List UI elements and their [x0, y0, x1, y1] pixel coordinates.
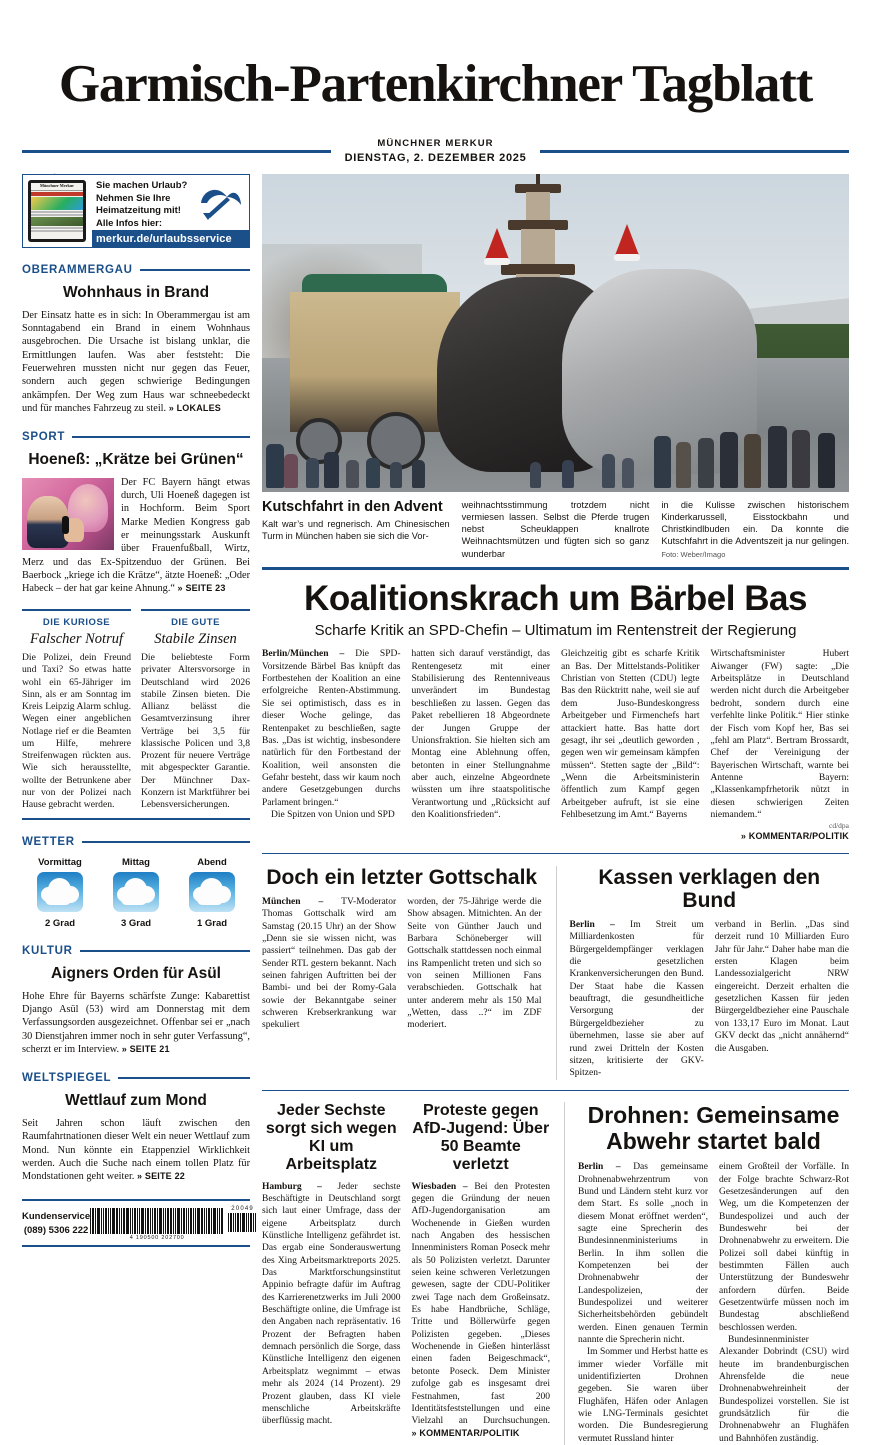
crowd-figure — [744, 434, 761, 488]
customer-service-block — [22, 1199, 254, 1246]
drohnen-dateline: Berlin – — [578, 1162, 621, 1173]
promo-line-4: Alle Infos hier: — [96, 217, 162, 229]
sport-body — [22, 476, 250, 596]
bottom-divider — [262, 1090, 849, 1091]
lead-col-3 — [561, 648, 700, 842]
crowd — [262, 392, 849, 488]
kultur-title[interactable]: Aigners Orden für Asül — [51, 965, 221, 983]
bottom-left-group — [262, 1102, 550, 1445]
drohnen-col-1 — [578, 1161, 708, 1445]
sport-ref[interactable]: » SEITE 23 — [178, 583, 226, 593]
caption-column-2 — [462, 499, 650, 560]
section-kicker: SPORT — [22, 431, 66, 444]
sport-title[interactable]: Hoeneß: „Krätze bei Grünen“ — [28, 451, 244, 469]
crowd-figure — [324, 452, 339, 488]
lead-photo — [262, 174, 849, 492]
weather-slot-name: Vormittag — [38, 857, 82, 869]
section-head-sport — [22, 431, 250, 443]
cloudy-icon — [37, 872, 83, 912]
lead-text-1b: Die Spitzen von Union und SPD — [271, 809, 395, 820]
caption-text-3: in die Kulisse zwischen historischem Kinderkarussell, Eisstockbahn und Christkindlbuden ein. Da konnte die Kutschfahrt in die Adventszeit ja nur gelingen. Foto: Weber/Imago — [661, 500, 850, 559]
lead-headline[interactable]: Koalitionskrach um Bärbel Bas — [304, 578, 807, 618]
crowd-figure — [306, 458, 319, 488]
gute-body: Die beliebteste Form privater Altersvorsorge in Deutschland wird 2026 stabile Zinsen bieten. Die Allianz belässt die Gesamtverzinsung ihrer Verträge bei 3,5 für klassische Policen und 3,8 Prozent für neuere Verträge mit abgespeckter Garantie. Der Münchner Dax-Konzern ist Marktführer bei Lebensversicherungen. — [141, 652, 250, 811]
curiosity-kuriose — [22, 609, 131, 811]
curiosities-row — [22, 609, 250, 811]
kassen-headline[interactable]: Kassen verklagen den Bund — [598, 865, 821, 912]
section-divider — [82, 841, 250, 843]
umbrella-icon — [197, 183, 243, 226]
publisher-label: MÜNCHNER MERKUR — [377, 138, 494, 149]
promo-url[interactable]: merkur.de/urlaubsservice — [92, 230, 249, 248]
curiosities-bottom-rule — [22, 818, 250, 820]
masthead — [22, 0, 849, 170]
ki-text: Jeder sechste Beschäftigte in Deutschland sorgt sich laut einer Umfrage, dass der eigene Arbeitsplatz durch Künstliche Intelligenz gefährdet ist. Das ergab eine Sonderauswertung des Xing Arbeitsmarktreports 2025. Das Marktforschungsinstitut Appinio befragte dafür im Auftrag des Karrierenetzwerks im Juli 2000 Beschäftigte online, die Umfrage ist den Angaben nach repräsentativ. 16 Prozent der Befragten haben demnach persönlich die Sorge, dass Künstliche Intelligenz den eigenen Arbeitsplatz wegnimmt – etwas mehr als 2024 (14 Prozent). 29 Prozent glauben, dass KI viele menschliche Arbeitskräfte überflüssig macht. — [262, 1181, 401, 1427]
sidebar — [22, 174, 254, 1445]
promo-line-1: Sie machen Urlaub? — [96, 180, 188, 191]
weltspiegel-title[interactable]: Wettlauf zum Mond — [65, 1092, 207, 1110]
lead-ref[interactable]: » KOMMENTAR/POLITIK — [711, 831, 850, 843]
lead-text-4a: Wirtschaftsminister Hubert Aiwanger (FW) sagte: „Die Arbeitsplätze in Deutschland werden nicht durch die Arbeitgeber bedroht, sondern durch eine verfehlte linke Politik.“ Hier stinke der Fisch vom Kopf her, Bas sei „fehl am Platz“. Bertram Brossardt, Chef der Vereinigung der Bayerischen Wirtschaft, warnte bei Antenne Bayern: „Klassenkampfrhetorik nützt in diesen schwierigen Zeiten niemandem.“ — [710, 649, 849, 820]
santa-hat-icon — [614, 224, 640, 258]
promo-content — [92, 175, 249, 247]
lead-credit: cd/dpa — [829, 821, 849, 831]
gottschalk-columns — [262, 896, 542, 1032]
gottschalk-dateline: München – — [262, 896, 324, 907]
lead-text-2a: hatten sich darauf verständigt, das Rentengesetz mit einer Stabilisierung des Rentenniveaus unverändert im Bundestag beschließen zu lassen. Gegen das Paket rebellieren 18 Abgeordnete der Jungen Gruppe der Unionsfraktion. Sie hielten sich am Montag eine Ablehnung offen, betonten in einer Stellungnahme aber auch, einzelne Abgeordnete wüssten um ihre staatspolitische Verantwortung und „Rücksicht auf den Koalitionsfrieden“. — [411, 649, 550, 820]
weltspiegel-text: Seit Jahren schon läuft zwischen den Raumfahrtnationen dieser Welt ein neuer Wettlauf zum Mond. Nun könnte ein Etappenziel Wirklichkeit werden. Auch die Suche nach einem tollen Platz für Mondstationen geht weiter. — [22, 1118, 250, 1183]
section-head-weltspiegel — [22, 1072, 250, 1084]
weather-slot-temp: 1 Grad — [196, 918, 228, 930]
lead-text-1a: Die SPD-Vorsitzende Bärbel Bas knüpft das Fortbestehen der Koalition an eine erfolgreiche Renten-Abstimmung. Sie sei optimistisch, dass es in dieser Woche gelinge, das Rentenpaket zu beschließen, sagte Bas. „Das ist wichtig, insbesondere natürlich für den Fortbestand der Koalition, weil ansonsten die Gefahr besteht, dass wir kaum noch andere Gesetzgebungen durchs Parlament bringen.“ — [262, 649, 401, 808]
weather-slot — [29, 857, 91, 929]
afd-story — [412, 1102, 551, 1440]
weather-strip — [22, 857, 250, 929]
crowd-figure — [622, 458, 634, 488]
crowd-figure — [412, 460, 425, 488]
gute-title[interactable]: Stabile Zinsen — [154, 631, 237, 647]
section-head-oberammergau — [22, 264, 250, 276]
afd-text: Bei den Protesten gegen die Gründung der neuen AfD-Jugendorganisation am Wochenende in Gießen wurden nach Angaben des hessischen Innenministers Roman Poseck mehr als 50 Polizisten verletzt. Darunter seien keine schweren Verletzungen gewesen, sagte der CDU-Politiker zwei Tage nach dem Großeinsatz. Es habe Handbrüche, Schläge, Tritte und Böllerwürfe gegen Polizisten gegeben. „Dieses Wochenende in Gießen hinterlässt einen faden Beigeschmack“, betonte Poseck. Dem Minister zufolge gab es insgesamt drei Festnahmen, fast 200 Identitätsfeststellungen und eine Vielzahl an Durchsuchungen. — [411, 1181, 551, 1427]
mid-divider — [262, 853, 849, 854]
ki-dateline: Hamburg – — [262, 1181, 322, 1192]
cloudy-icon — [113, 872, 159, 912]
drohnen-columns — [578, 1161, 849, 1445]
crowd-figure — [654, 436, 671, 488]
lead-col-2 — [412, 648, 551, 842]
ki-body — [262, 1181, 401, 1428]
crowd-figure — [818, 433, 835, 488]
kuriose-kicker: DIE KURIOSE — [42, 617, 111, 628]
bottom-left-columns — [262, 1102, 550, 1440]
weather-slot-name: Abend — [197, 857, 227, 869]
oberammergau-body — [22, 309, 250, 415]
masthead-center — [331, 138, 541, 164]
section-head-wetter — [22, 836, 250, 848]
photo-caption — [262, 499, 849, 560]
caption-text-2: weihnachtsstimmung trotzdem nicht vermiesen lassen. Selbst die Pferde trugen nebst Scheuklappen knallrote Weihnachtsmützen und fügten sich so ganz wunderbar — [461, 500, 650, 559]
promo-paper-title: Münchner Merkur — [31, 183, 83, 191]
kuriose-body: Die Polizei, dein Freund und Taxi? So etwas hatte wohl ein 65-Jähriger im Sinn, als er am Sonntag im Kreis Leipzig Alarm schlug. Wegen einer angeblichen Notlage rief er die Beamten um Hilfe, mehrere Streifenwagen rückten aus. Wie sich herausstellte, wollte der Betrunkene aber nur von der Polizei nach Hause gebracht werden. — [22, 652, 131, 811]
crowd-figure — [676, 442, 691, 488]
drohnen-text-2a: einem Großteil der Vorfälle. In der Folge brachte Schwarz-Rot Gesetzesänderungen auf den Weg, um die Kompetenzen der Bundespolizei und auch der Bundeswehr bei der Drohnenabwehr zu erweitern. Die Polizei soll dabei künftig in bestimmten Fällen auch Unterstützung der Bundeswehr anfordern dürfen. Beide Gesetzentwürfe müssen noch im Bundestag abschließend beschlossen werden. — [719, 1162, 849, 1333]
gottschalk-text-1: TV-Moderator Thomas Gottschalk wird am Samstag (20.15 Uhr) an der Show „Denn sie sie wissen nicht, was passiert“ teilnehmen. Das gab der Sender RTL gestern bekannt. Nach seinen fahrigen Auftritten bei der Bambi- und bei der Romy-Gala sowie der Bekanntgabe seiner schweren Krebserkrankung war spekuliert — [262, 896, 397, 1031]
lead-col-1 — [262, 648, 401, 842]
barcode-addon-digits: 20049 — [231, 1206, 254, 1213]
caption-column-3 — [661, 499, 849, 560]
crowd-figure — [346, 460, 359, 488]
promo-line-2: Nehmen Sie Ihre — [96, 192, 171, 204]
gottschalk-text-2: worden, der 75-Jährige werde die Show absagen. Mitnichten. An der Seite von Günther Jauch und Barbara Schöneberger will Gottschalk stattdessen noch einmal ins Rampenlicht treten und sich so von seinen Millionen Fans verabschieden. Gottschalk hat unter anderem mehr als 150 Mal „Wetten, dass ..?“ im ZDF moderiert. — [407, 896, 542, 1031]
customer-service-phone[interactable]: (089) 5306 222 — [23, 1224, 89, 1236]
section-head-kultur — [22, 945, 250, 957]
crowd-figure — [530, 462, 541, 488]
lead-col-4 — [711, 648, 850, 842]
divider — [22, 609, 131, 611]
afd-ref[interactable]: » KOMMENTAR/POLITIK — [412, 1428, 520, 1438]
customer-service-text — [22, 1210, 90, 1237]
afd-headline[interactable]: Proteste gegen AfD-Jugend: Über 50 Beamte verletzt — [412, 1101, 550, 1174]
mid-stories-row — [262, 866, 849, 1080]
crowd-figure — [266, 444, 284, 488]
promo-text — [92, 175, 249, 230]
bottom-stories-row — [262, 1102, 849, 1445]
gottschalk-headline[interactable]: Doch ein letzter Gottschalk — [266, 865, 538, 889]
main-content — [262, 174, 849, 1445]
photo-credit: Foto: Weber/Imago — [661, 549, 726, 559]
section-divider — [118, 1077, 250, 1079]
caption-column-1 — [262, 499, 450, 560]
afd-body — [412, 1181, 551, 1440]
kultur-text: Hohe Ehre für Bayerns schärfste Zunge: Kabarettist Django Asül (53) wird am Donnerstag mit dem Verfassungsorden ausgezeichnet. Offenbar sei er „nach 30 Dienstjahren immer noch in sehr guter Verfassung“, scherzt er im Interview. — [22, 990, 250, 1055]
oberammergau-text: Der Einsatz hatte es in sich: In Oberammergau ist am Sonntagabend ein Brand in einem Wohnhaus ausgebrochen. Die Ursache ist bislang unklar, die Ermittlungen laufen. Was aber feststeht: Die Feuerwehren mussten nicht nur gegen das Feuer, sondern auch gegen schwierige Bedingungen ankämpfen. Der Weg zum Haus war schneebedeckt und für manches Fahrzeug zu steil. — [22, 309, 250, 414]
drohnen-headline[interactable]: Drohnen: Gemeinsame Abwehr startet bald — [587, 1101, 840, 1154]
customer-service-row — [22, 1201, 254, 1245]
barcode-addon — [228, 1206, 257, 1232]
kassen-columns — [570, 919, 850, 1079]
weltspiegel-body — [22, 1117, 250, 1183]
oberammergau-ref[interactable]: » LOKALES — [169, 403, 221, 413]
gottschalk-col-1 — [262, 896, 396, 1032]
santa-hat-icon — [484, 228, 510, 262]
masthead-rule-right — [540, 150, 849, 153]
barcode-digits: 4 190500 202700 — [129, 1235, 185, 1242]
kultur-ref[interactable]: » SEITE 21 — [122, 1044, 170, 1054]
gute-kicker: DIE GUTE — [171, 617, 220, 628]
section-kicker: OBERAMMERGAU — [22, 264, 133, 276]
section-kicker: KULTUR — [22, 945, 73, 958]
issue-date: DIENSTAG, 2. DEZEMBER 2025 — [344, 152, 527, 164]
kassen-story — [556, 866, 850, 1080]
drohnen-story — [564, 1102, 849, 1445]
section-kicker: WELTSPIEGEL — [22, 1072, 112, 1085]
section-divider — [72, 436, 250, 438]
promo-ad[interactable] — [22, 174, 250, 248]
divider — [141, 609, 250, 611]
divider — [22, 1245, 250, 1247]
weather-slot-temp: 3 Grad — [120, 918, 152, 930]
lead-dateline: Berlin/München – — [262, 649, 345, 660]
lead-story-columns — [262, 648, 849, 842]
drohnen-text-1a: Das gemeinsame Drohnenabwehrzentrum von Bund und Ländern steht kurz vor dem Start. Es solle „noch in diesem Monat eröffnet werden“, sagte eine Sprecherin des Bundesinnenministeriums in Berlin. In ihm sollen die Kompetenzen bei der Drohnenabwehr der Landespolizeien, der Bundespolizei und weiterer Sicherheitsbehörden gebündelt werden. Einen genauen Termin nannte die Sprecherin nicht. — [578, 1162, 708, 1345]
gottschalk-col-2 — [407, 896, 541, 1032]
kuriose-title[interactable]: Falscher Notruf — [29, 631, 124, 647]
crowd-figure — [720, 432, 738, 488]
drohnen-text-1b: Im Sommer und Herbst hatte es immer wieder Vorfälle mit unidentifizierten Drohnen gegeben. Sie waren über Flughäfen, Häfen oder Anlagen wie LNG-Terminals gesichtet worden. Die Bundesregierung vermutet Russland hinter — [578, 1347, 708, 1444]
section-divider — [140, 269, 250, 271]
crowd-figure — [602, 454, 615, 488]
kassen-dateline: Berlin – — [569, 920, 615, 931]
barcode-bars — [90, 1206, 224, 1234]
masthead-rule-left — [22, 150, 331, 153]
customer-service-label: Kundenservice — [22, 1211, 91, 1223]
crowd-figure — [390, 462, 402, 488]
section-kicker: WETTER — [22, 836, 75, 849]
kultur-body — [22, 990, 250, 1056]
barcode-icon — [90, 1206, 257, 1241]
ki-story — [262, 1102, 401, 1440]
weather-slot — [105, 857, 167, 929]
caption-text-1: Kalt war’s und regnerisch. Am Chinesischen Turm in München haben sie sich die Vor- — [262, 519, 450, 542]
ki-headline[interactable]: Jeder Sechste sorgt sich wegen KI um Arbeitsplatz — [265, 1101, 397, 1174]
afd-dateline: Wiesbaden – — [411, 1181, 468, 1192]
weather-slot — [181, 857, 243, 929]
crowd-figure — [792, 430, 810, 488]
lead-text-3a: Gleichzeitig gibt es scharfe Kritik an Bas. Der Mittelstands-Politiker Christian von Stetten (CDU) legte Bas den Rücktritt nahe, weil sie auf dem Juso-Bundeskongress Arbeitgeber und Firmenchefs hart attackiert hatte. Bas hatte dort gesagt, ihr sei „deutlich geworden , gegen wen wir gemeinsam kämpfen müssen“. Stetten sagte der „Bild“: „Wenn die Arbeitsministerin öffentlich zum Kampf gegen Arbeitgeber aufruft, ist sie eine Fehlbesetzung im Amt.“ Bayerns — [561, 649, 700, 820]
crowd-figure — [768, 426, 787, 488]
curiosity-gute — [141, 609, 250, 811]
promo-newspaper-thumbnail — [28, 180, 86, 242]
masthead-rule-row — [22, 132, 849, 170]
kassen-text-1: Im Streit um Milliardenkosten für Bürgergeldempfänger verklagen die gesetzlichen Krankenversicherungen den Bund. Der Staat habe die Kassen beauftragt, die gesundheitliche Versorgung der Bürgergeldbezieher zu übernehmen, lasse sie aber auf rund zwei Dritteln der Kosten sitzen, kritisierte der GKV-Spitzen- — [569, 920, 704, 1079]
lead-divider — [262, 567, 849, 570]
page-grid — [22, 174, 849, 1445]
section-divider — [80, 950, 250, 952]
hoeness-photo — [22, 478, 114, 550]
crowd-figure — [366, 458, 380, 488]
kassen-col-1 — [570, 919, 704, 1079]
crowd-figure — [284, 454, 298, 488]
drohnen-col-2 — [719, 1161, 849, 1445]
sport-text: Der FC Bayern hängt etwas durch, Uli Hoeneß dagegen ist in Hochform. Beim Sport Marke Medien Kongress gab er meinungsstark Auskunft über Frauenfußball, Wirtz, Merz und das Ex-Spitzenduo der Grünen. Bei Baerbock „kriege ich die Krätze“, ätzte Hoeneß: „Oder Habeck – der hat gar keine Ahnung.“ — [22, 476, 250, 595]
weltspiegel-ref[interactable]: » SEITE 22 — [137, 1171, 185, 1181]
caption-title: Kutschfahrt in den Advent — [262, 499, 443, 515]
kassen-text-2: verband in Berlin. „Das sind derzeit rund 10 Milliarden Euro Jahr für Jahr.“ Daher habe man die ersten Klagen beim Landessozialgericht NRW eingereicht. Derzeit erhalten die gesetzlichen Kassen für jeden Bürgergeldbezieher eine Pauschale von 133,17 Euro im Monat. Laut GKV deckt das „nicht annähernd“ die Ausgaben. — [714, 920, 849, 1054]
cloudy-icon — [189, 872, 235, 912]
weather-slot-name: Mittag — [122, 857, 150, 869]
barcode-addon-bars — [228, 1212, 257, 1232]
weather-slot-temp: 2 Grad — [44, 918, 76, 930]
kassen-col-2 — [715, 919, 849, 1079]
crowd-figure — [562, 460, 574, 488]
gottschalk-story — [262, 866, 542, 1080]
oberammergau-title[interactable]: Wohnhaus in Brand — [62, 284, 210, 301]
page-title: Garmisch-Partenkirchner Tagblatt — [58, 55, 813, 113]
crowd-figure — [698, 438, 714, 488]
drohnen-text-2b: Bundesinnenminister Alexander Dobrindt (CSU) wird heute im brandenburgischen Ahrensfelde die neue Drohnenabwehreinheit der Bundespolizei vorstellen. Sie ist grundsätzlich für die Drohnenabwehr an Flughäfen und Bahnhöfen zuständig. — [719, 1334, 849, 1444]
lead-subhead: Scharfe Kritik an SPD-Chefin – Ultimatum im Rentenstreit der Regierung — [314, 622, 797, 640]
promo-line-3: Heimatzeitung mit! — [96, 205, 181, 217]
